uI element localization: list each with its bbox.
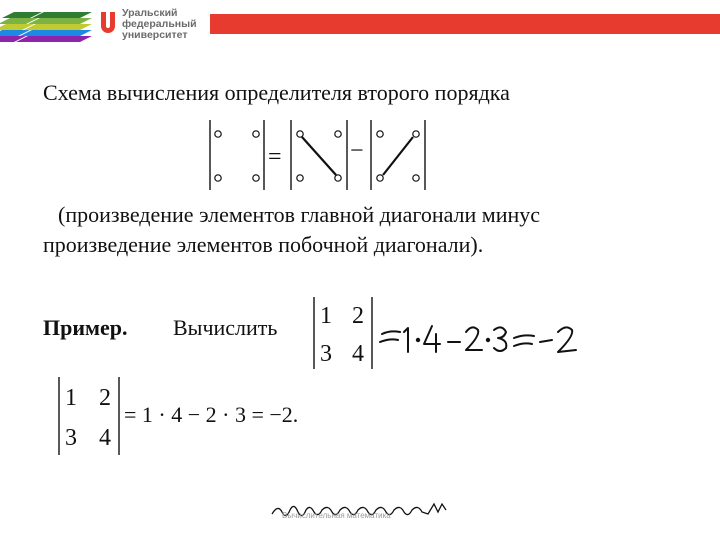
university-stripes-icon	[0, 12, 92, 42]
scheme-element-dot	[215, 131, 221, 137]
matrix-cell: 4	[352, 341, 364, 367]
scheme-element-dot	[253, 131, 259, 137]
scheme-element-dot	[297, 175, 303, 181]
calculation-result: = 1 · 4 − 2 · 3 = −2.	[124, 402, 299, 427]
scheme-minus-sign: −	[350, 138, 364, 164]
matrix-cell: 3	[320, 341, 332, 367]
scheme-element-dot	[335, 131, 341, 137]
slide-title: Схема вычисления определителя второго порядка	[43, 80, 510, 105]
slide-header	[0, 0, 720, 44]
matrix-cell: 1	[320, 303, 332, 329]
explanation-line-2: произведение элементов побочной диагонали).	[43, 232, 484, 257]
main-diagonal-line	[302, 137, 336, 175]
scheme-element-dot	[413, 131, 419, 137]
matrix-cell: 3	[65, 425, 77, 451]
handwritten-calculation	[378, 322, 578, 362]
university-name-line: Уральский	[122, 7, 178, 19]
header-red-bar	[210, 14, 720, 34]
university-name-line: федеральный	[122, 18, 197, 30]
determinant-scheme-diagram	[200, 118, 440, 194]
scheme-element-dot	[413, 175, 419, 181]
example-label: Пример.	[43, 315, 128, 340]
matrix-cell: 4	[99, 425, 111, 451]
urfu-logo-icon	[98, 10, 118, 38]
scheme-element-dot	[377, 175, 383, 181]
example-matrix	[310, 295, 380, 371]
secondary-diagonal-line	[383, 137, 413, 175]
scheme-element-dot	[377, 131, 383, 137]
matrix-cell: 2	[352, 303, 364, 329]
example-instruction: Вычислить	[173, 315, 278, 340]
scheme-equals-sign: =	[268, 144, 282, 170]
explanation-line-1: (произведение элементов главной диагонали минус	[58, 202, 541, 227]
university-name	[122, 8, 197, 41]
matrix-cell: 1	[65, 385, 77, 411]
calculation-matrix	[55, 375, 125, 457]
footer-course-name: Вычислительная математика	[282, 511, 391, 520]
scheme-element-dot	[335, 175, 341, 181]
scheme-element-dot	[297, 131, 303, 137]
scheme-element-dot	[253, 175, 259, 181]
university-name-line: университет	[122, 29, 188, 41]
scheme-element-dot	[215, 175, 221, 181]
matrix-cell: 2	[99, 385, 111, 411]
